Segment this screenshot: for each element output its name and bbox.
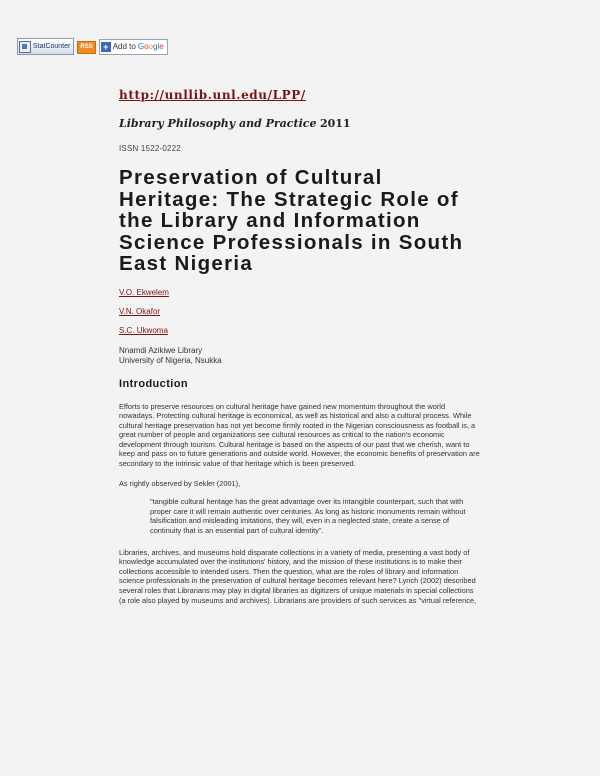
paragraph: Libraries, archives, and museums hold disparate collections in a variety of media, presenting a vast body of knowledge accumulated over the institutions' history, and the mission of these institutions is to make their collections accessible to intended users. Then the question, what are the roles of library and information science professionals in the preservation of cultural heritage becomes relevant here? Lynch (2002) described several roles that Librarians may play in digital libraries as digitizers of unique materials in special collections (a role also played by museums and archives). Librarians are providers of such services as "virtual reference, <box>119 547 477 605</box>
paragraph: As rightly observed by Sekler (2001), <box>119 478 241 488</box>
affiliation-line: University of Nigeria, Nsukka <box>119 355 222 365</box>
journal-name: Library Philosophy and Practice <box>119 117 317 130</box>
add-to-google-button[interactable] <box>99 39 168 55</box>
issn: ISSN 1522-0222 <box>119 144 181 153</box>
affiliation-line: Nnamdi Azikiwe Library <box>119 345 203 355</box>
plus-icon: + <box>101 42 111 52</box>
section-heading: Introduction <box>119 377 188 390</box>
author-link[interactable]: V.N. Okafor <box>119 306 161 316</box>
google-wordmark: Google <box>137 42 164 51</box>
badge-bar <box>17 38 168 55</box>
author-link[interactable]: S.C. Ukwoma <box>119 325 168 335</box>
journal-line <box>119 117 489 130</box>
add-to-label: Add to <box>112 42 136 51</box>
author-link[interactable]: V.O. Ekwelem <box>119 287 169 297</box>
journal-year: 2011 <box>319 117 351 130</box>
article-content <box>119 88 489 613</box>
block-quote: "tangible cultural heritage has the great advantage over its intangible counterpart, such that with proper care it will remain authentic over centuries. As long as historic monuments remain without falsification and misleading imitations, they will, even in a neglected state, create a sense of continuity that is an essential part of cultural identity". <box>150 497 466 536</box>
rss-badge[interactable]: RSS <box>77 41 95 54</box>
statcounter-label: StatCounter <box>33 43 71 50</box>
statcounter-icon <box>19 41 31 53</box>
article-title: Preservation of Cultural Heritage: The Strategic Role of the Library and Information Science Professionals in South East Nigeria <box>119 166 464 275</box>
affiliation <box>119 346 489 366</box>
paragraph: Efforts to preserve resources on cultural heritage have gained new momentum throughout the world nowadays. Protecting cultural heritage is economical, as well as historical and also a cultural process. While cultural heritage preservation has not yet become firmly rooted in the Nigerian consciousness as football is, a great number of people and organizations see cultural resources as critical to the nation's economic development through tourism. Cultural heritage is based on the aspects of our past that we cherish, want to keep and pass on to future generations and outside world. However, the economic benefits of preservation are secondary to the intrinsic value of that heritage which is been preserved. <box>119 401 480 469</box>
statcounter-badge[interactable] <box>17 38 74 55</box>
journal-url-link[interactable]: http://unllib.unl.edu/LPP/ <box>119 88 306 102</box>
